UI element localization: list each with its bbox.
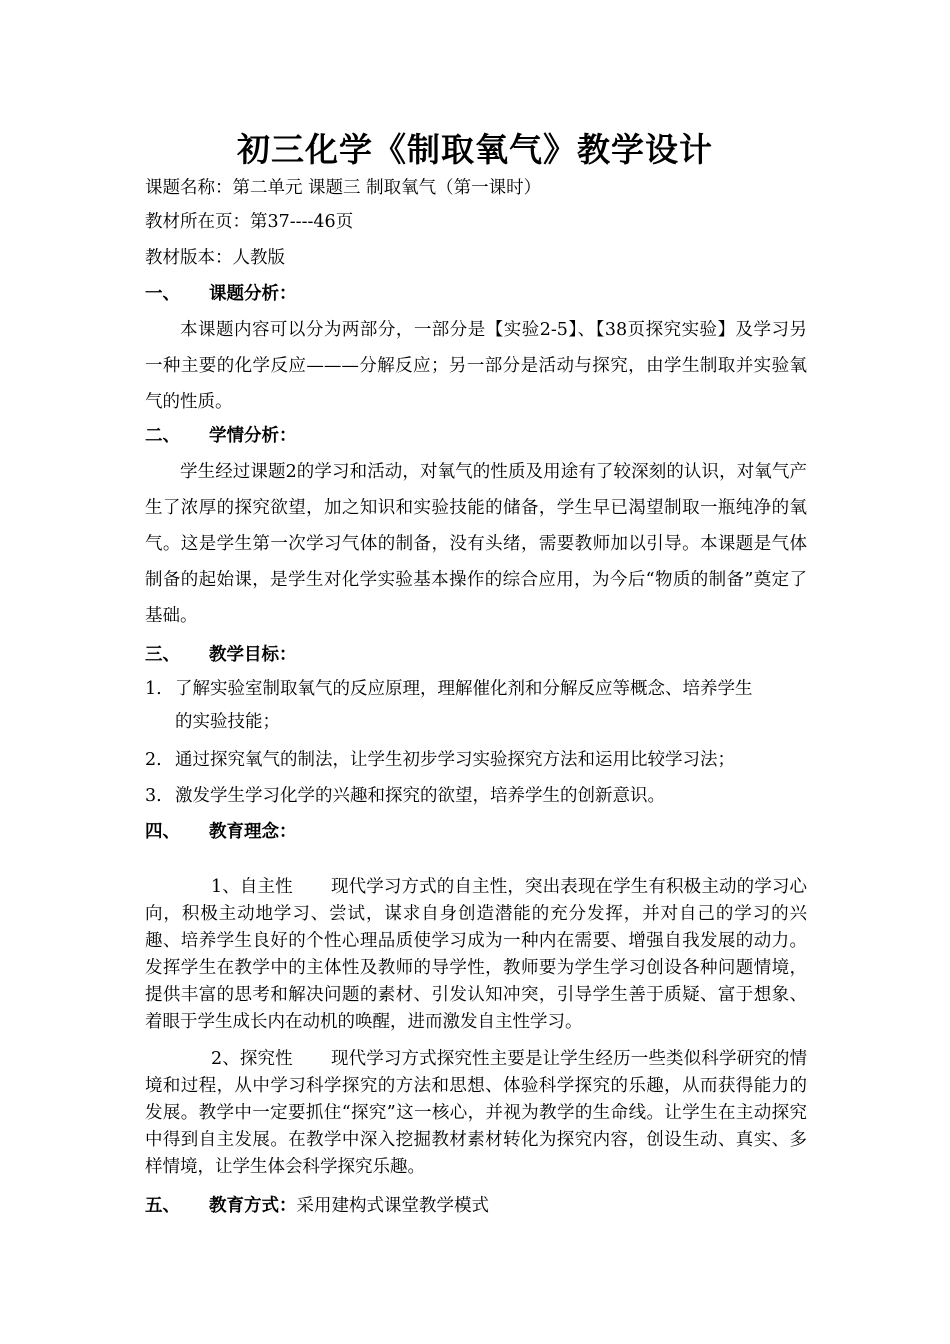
topic-line: 课题名称：第二单元 课题三 制取氧气（第一课时）: [145, 178, 542, 198]
philosophy-label-2: 2、探究性: [211, 1049, 293, 1069]
section-5-number: 五、: [145, 1196, 180, 1216]
goal-item-3: [145, 780, 807, 813]
goal-item-text: 了解实验室制取氧气的反应原理，理解催化剂和分解反应等概念、培养学生: [175, 679, 753, 699]
philosophy-paragraph-2: [145, 1046, 807, 1181]
section-3-heading: [145, 643, 297, 667]
section-3-title: 教学目标：: [209, 645, 297, 665]
section-4-title: 教育理念：: [209, 822, 297, 842]
section-2-heading: [145, 424, 297, 448]
philosophy-label-1: 1、自主性: [211, 877, 293, 897]
section-2-number: 二、: [145, 426, 180, 446]
goal-item-continuation: 的实验技能；: [175, 712, 280, 732]
goal-item-number: 2.: [145, 750, 162, 770]
edition-line: 教材版本：人教版: [145, 248, 285, 268]
section-5-title: 教育方式：: [209, 1196, 297, 1216]
section-2-body: 学生经过课题2的学习和活动，对氧气的性质及用途有了较深刻的认识，对氧气产生了浓厚的探究欲望，加之知识和实验技能的储备，学生早已渴望制取一瓶纯净的氧气。这是学生第一次学习气体的制备，没有头绪，需要教师加以引导。本课题是气体制备的起始课，是学生对化学实验基本操作的综合应用，为今后“物质的制备”奠定了基础。: [145, 462, 807, 626]
section-1-heading: [145, 282, 297, 306]
goal-item-number: 3.: [145, 786, 162, 806]
section-5-body: 采用建构式课堂教学模式: [296, 1196, 489, 1216]
goal-item-2: [145, 744, 807, 777]
section-1-title: 课题分析：: [209, 284, 297, 304]
philosophy-body-1: 现代学习方式的自主性，突出表现在学生有积极主动的学习心向，积极主动地学习、尝试，谋求自身创造潜能的充分发挥，并对自己的学习的兴趣、培养学生良好的个性心理品质使学习成为一种内在需要、增强自我发展的动力。发挥学生在教学中的主体性及教师的导学性，教师要为学生学习创设各种问题情境，提供丰富的思考和解决问题的素材、引发认知冲突，引导学生善于质疑、富于想象、着眼于学生成长内在动机的唤醒，进而激发自主性学习。: [145, 877, 808, 1032]
goal-item-text: 通过探究氧气的制法，让学生初步学习实验探究方法和运用比较学习法；: [175, 750, 735, 770]
philosophy-paragraph-1: [145, 874, 807, 1036]
section-4-heading: [145, 820, 297, 844]
section-1-number: 一、: [145, 284, 180, 304]
document-title: 初三化学《制取氧气》教学设计: [237, 130, 713, 169]
section-5-line: [145, 1194, 489, 1218]
section-4-number: 四、: [145, 822, 180, 842]
section-3-number: 三、: [145, 645, 180, 665]
philosophy-body-2: 现代学习方式探究性主要是让学生经历一些类似科学研究的情境和过程，从中学习科学探究的方法和思想、体验科学探究的乐趣，从而获得能力的发展。教学中一定要抓住“探究”这一核心，并视为教学的生命线。让学生在主动探究中得到自主发展。在教学中深入挖掘教材素材转化为探究内容，创设生动、真实、多样情境，让学生体会科学探究乐趣。: [145, 1049, 808, 1177]
pages-line: 教材所在页：第37----46页: [145, 212, 354, 232]
goal-item-1: [145, 673, 807, 739]
goal-item-number: 1.: [145, 679, 162, 699]
section-1-body: 本课题内容可以分为两部分，一部分是【实验2-5】、【38页探究实验】及学习另一种主要的化学反应———分解反应；另一部分是活动与探究，由学生制取并实验氧气的性质。: [145, 320, 807, 412]
goal-item-text: 激发学生学习化学的兴趣和探究的欲望，培养学生的创新意识。: [175, 786, 665, 806]
section-2-title: 学情分析：: [209, 426, 297, 446]
